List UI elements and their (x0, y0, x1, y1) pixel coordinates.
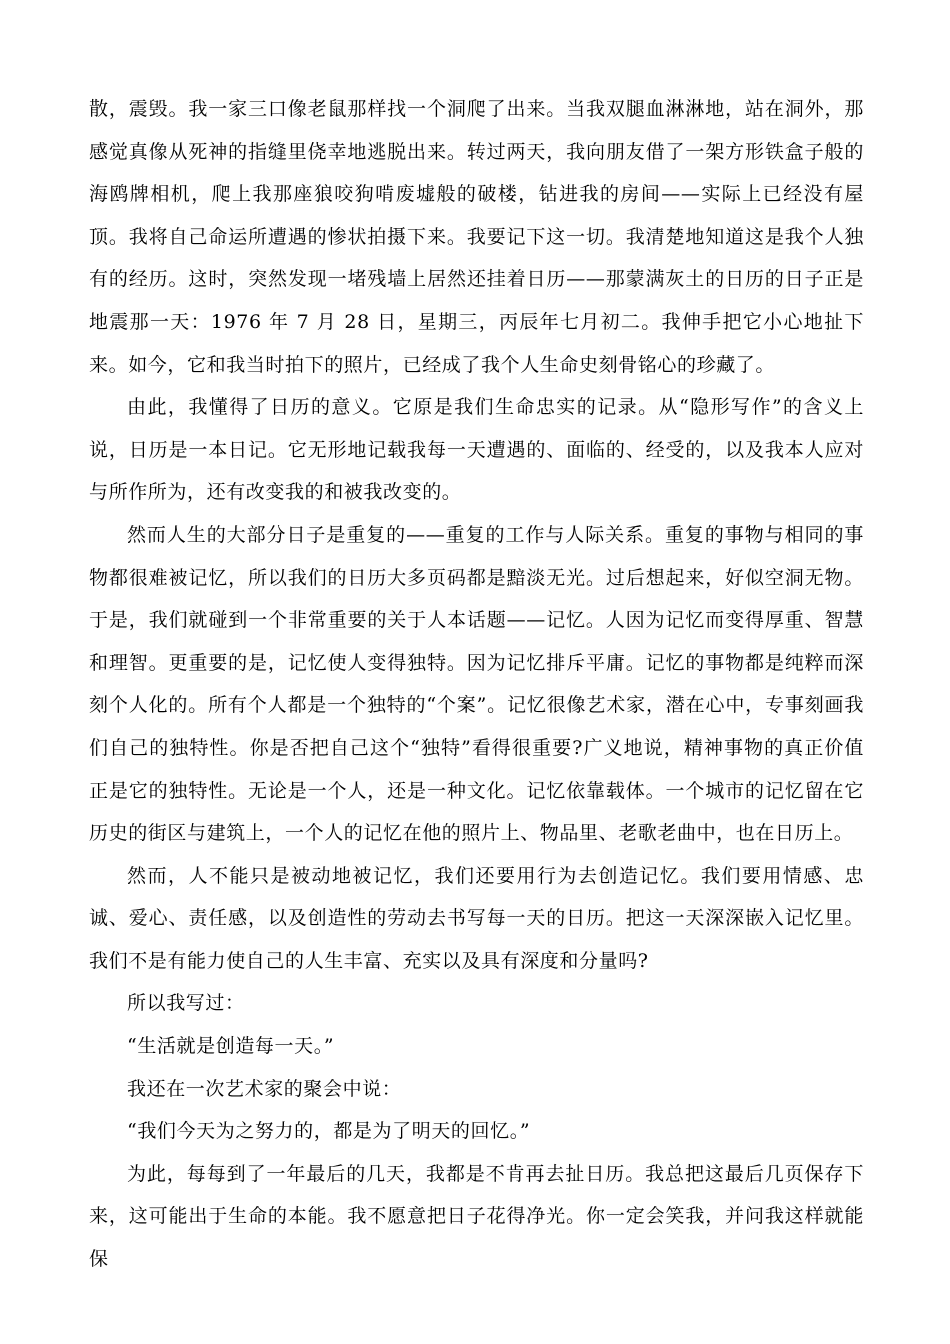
document-body (89, 88, 864, 1281)
paragraph-artist-gathering: 我还在一次艺术家的聚会中说： (127, 1077, 402, 1100)
paragraph-so-i-wrote: 所以我写过： (127, 992, 245, 1015)
paragraph-calendar-meaning: 由此，我懂得了日历的意义。它原是我们生命忠实的记录。从“隐形写作”的含义上说，日历是一本日记。它无形地记载我每一天遭遇的、面临的、经受的，以及我本人应对与所作所为，还有改变我的和被我改变的。 (89, 396, 864, 504)
quote-create-each-day: “生活就是创造每一天。” (127, 1035, 335, 1058)
paragraph-year-end-pages: 为此，每每到了一年最后的几天，我都是不肯再去扯日历。我总把这最后几页保存下来，这可能出于生命的本能。我不愿意把日子花得净光。你一定会笑我，并问我这样就能保 (89, 1162, 864, 1271)
quote-tomorrow-memory: “我们今天为之努力的，都是为了明天的回忆。” (127, 1120, 531, 1143)
paragraph-memory-uniqueness: 然而人生的大部分日子是重复的——重复的工作与人际关系。重复的事物与相同的事物都很难被记忆，所以我们的日历大多页码都是黯淡无光。过后想起来，好似空洞无物。于是，我们就碰到一个非常重要的关于人本话题——记忆。人因为记忆而变得厚重、智慧和理智。更重要的是，记忆使人变得独特。因为记忆排斥平庸。记忆的事物都是纯粹而深刻个人化的。所有个人都是一个独特的“个案”。记忆很像艺术家，潜在心中，专事刻画我们自己的独特性。你是否把自己这个“独特”看得很重要?广义地说，精神事物的真正价值正是它的独特性。无论是一个人，还是一种文化。记忆依靠载体。一个城市的记忆留在它历史的街区与建筑上，一个人的记忆在他的照片上、物品里、老歌老曲中，也在日历上。 (89, 523, 864, 845)
paragraph-earthquake-memory: 散，震毁。我一家三口像老鼠那样找一个洞爬了出来。当我双腿血淋淋地，站在洞外，那感觉真像从死神的指缝里侥幸地逃脱出来。转过两天，我向朋友借了一架方形铁盒子般的海鸥牌相机，爬上我那座狼咬狗啃废墟般的破楼，钻进我的房间——实际上已经没有屋顶。我将自己命运所遭遇的惨状拍摄下来。我要记下这一切。我清楚地知道这是我个人独有的经历。这时，突然发现一堵残墙上居然还挂着日历——那蒙满灰土的日历的日子正是地震那一天：1976 年 7 月 28 日，星期三，丙辰年七月初二。我伸手把它小心地扯下来。如今，它和我当时拍下的照片，已经成了我个人生命史刻骨铭心的珍藏了。 (89, 98, 864, 376)
paragraph-create-memory: 然而，人不能只是被动地被记忆，我们还要用行为去创造记忆。我们要用情感、忠诚、爱心、责任感，以及创造性的劳动去书写每一天的日历。把这一天深深嵌入记忆里。我们不是有能力使自己的人生丰富、充实以及具有深度和分量吗? (89, 864, 864, 972)
